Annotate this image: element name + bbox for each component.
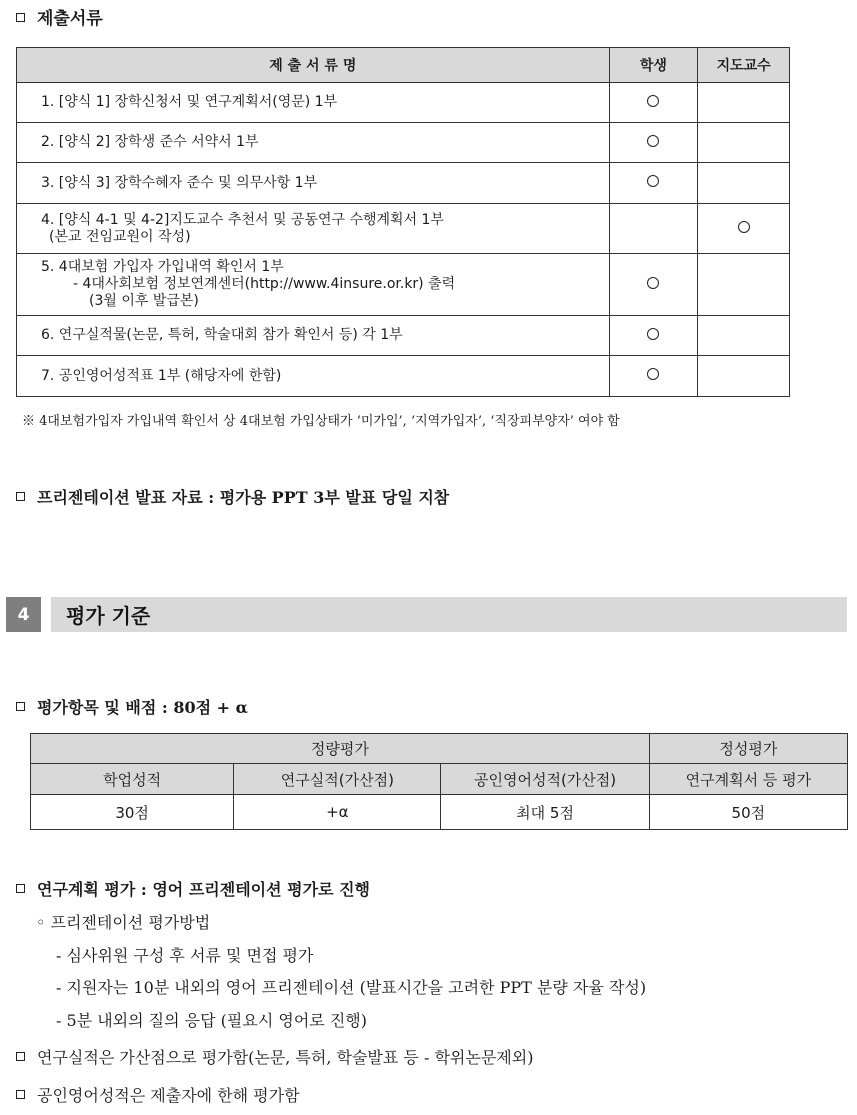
checkbox-bullet-icon bbox=[16, 492, 25, 501]
sub-header: 공인영어성적(가산점) bbox=[441, 764, 649, 795]
document-line: 5. 4대보험 가입자 가입내역 확인서 1부 bbox=[41, 259, 284, 275]
table-row bbox=[31, 764, 848, 795]
section-title: 평가 기준 bbox=[66, 604, 151, 628]
student-cell bbox=[609, 204, 698, 254]
circle-mark-icon bbox=[647, 95, 659, 107]
advisor-cell bbox=[698, 254, 790, 316]
submission-heading bbox=[16, 4, 103, 29]
advisor-cell bbox=[698, 356, 790, 397]
circle-mark-icon bbox=[647, 135, 659, 147]
document-name bbox=[17, 204, 610, 254]
advisor-cell bbox=[698, 204, 790, 254]
score-cell: 최대 5점 bbox=[441, 795, 649, 830]
advisor-cell bbox=[698, 163, 790, 204]
circle-mark-icon bbox=[647, 277, 659, 289]
advisor-cell bbox=[698, 83, 790, 123]
document-line: 3. [양식 3] 장학수혜자 준수 및 의무사항 1부 bbox=[41, 174, 318, 191]
table-row bbox=[31, 795, 848, 830]
research-plan-heading-text: 연구계획 평가 : 영어 프리젠테이션 평가로 진행 bbox=[37, 880, 370, 899]
document-line: - 4대사회보험 정보연계센터(http://www.4insure.or.kr) 출력 bbox=[73, 276, 456, 292]
evaluation-table bbox=[30, 733, 848, 830]
advisor-cell bbox=[698, 316, 790, 356]
student-cell bbox=[609, 356, 698, 397]
document-line: 2. [양식 2] 장학생 준수 서약서 1부 bbox=[41, 134, 259, 150]
table-row bbox=[17, 204, 790, 254]
document-name bbox=[17, 356, 610, 397]
score-cell: 30점 bbox=[31, 795, 234, 830]
student-cell bbox=[609, 316, 698, 356]
english-score-note bbox=[16, 1083, 300, 1106]
table-row bbox=[31, 734, 848, 764]
header-student: 학생 bbox=[609, 48, 698, 83]
table-row bbox=[17, 123, 790, 163]
document-name bbox=[17, 254, 610, 316]
checkbox-bullet-icon bbox=[16, 13, 25, 22]
circle-mark-icon bbox=[647, 328, 659, 340]
qualitative-group-header: 정성평가 bbox=[649, 734, 847, 764]
footer-line-text: 공인영어성적은 제출자에 한해 평가함 bbox=[37, 1086, 300, 1105]
document-line: 7. 공인영어성적표 1부 (해당자에 한함) bbox=[41, 367, 282, 384]
circle-mark-icon bbox=[647, 368, 659, 380]
table-row bbox=[17, 356, 790, 397]
student-cell bbox=[609, 83, 698, 123]
presentation-method-subheading: ◦ 프리젠테이션 평가방법 bbox=[36, 913, 211, 932]
submission-heading-text: 제출서류 bbox=[37, 9, 103, 29]
sub-header: 연구계획서 등 평가 bbox=[649, 764, 847, 795]
checkbox-bullet-icon bbox=[16, 1090, 25, 1099]
section-number: 4 bbox=[6, 597, 41, 632]
section-title-bar bbox=[51, 597, 847, 632]
table-row bbox=[17, 163, 790, 204]
header-document-name: 제 출 서 류 명 bbox=[17, 48, 610, 83]
evaluation-heading-text: 평가항목 및 배점 : 80점 + α bbox=[37, 698, 248, 717]
document-line: 6. 연구실적물(논문, 특허, 학술대회 참가 확인서 등) 각 1부 bbox=[41, 327, 403, 343]
document-line: 4. [양식 4-1 및 4-2]지도교수 추천서 및 공동연구 수행계획서 1부 bbox=[41, 211, 444, 228]
document-name bbox=[17, 123, 610, 163]
quantitative-group-header: 정량평가 bbox=[31, 734, 650, 764]
sub-header: 학업성적 bbox=[31, 764, 234, 795]
table-row bbox=[17, 83, 790, 123]
student-cell bbox=[609, 163, 698, 204]
checkbox-bullet-icon bbox=[16, 884, 25, 893]
advisor-cell bbox=[698, 123, 790, 163]
research-performance-note bbox=[16, 1045, 533, 1068]
document-name bbox=[17, 316, 610, 356]
checkbox-bullet-icon bbox=[16, 702, 25, 711]
checkbox-bullet-icon bbox=[16, 1052, 25, 1061]
presentation-line-text: 프리젠테이션 발표 자료 : 평가용 PPT 3부 발표 당일 지참 bbox=[37, 488, 450, 507]
circle-mark-icon bbox=[738, 221, 750, 233]
circle-mark-icon bbox=[647, 175, 659, 187]
method-item: - 5분 내외의 질의 응답 (필요시 영어로 진행) bbox=[56, 1011, 367, 1030]
sub-header: 연구실적(가산점) bbox=[234, 764, 441, 795]
document-name bbox=[17, 163, 610, 204]
table-row bbox=[17, 254, 790, 316]
method-item: - 지원자는 10분 내외의 영어 프리젠테이션 (발표시간을 고려한 PPT 분량 자율 작성) bbox=[56, 978, 647, 997]
presentation-line bbox=[16, 485, 449, 508]
document-line: (3월 이후 발급본) bbox=[89, 293, 199, 309]
score-cell: +α bbox=[234, 795, 441, 830]
footer-line-text: 연구실적은 가산점으로 평가함(논문, 특허, 학술발표 등 - 학위논문제외) bbox=[37, 1048, 534, 1067]
student-cell bbox=[609, 254, 698, 316]
document-line: (본교 전임교원이 작성) bbox=[49, 228, 191, 245]
research-plan-heading bbox=[16, 877, 370, 900]
document-line: 1. [양식 1] 장학신청서 및 연구계획서(영문) 1부 bbox=[41, 94, 338, 110]
table-row bbox=[17, 316, 790, 356]
insurance-note: ※ 4대보험가입자 가입내역 확인서 상 4대보험 가입상태가 ‘미가입’, ‘지역가입자’, ‘직장피부양자’ 여야 함 bbox=[22, 414, 620, 429]
method-item: - 심사위원 구성 후 서류 및 면접 평가 bbox=[56, 946, 314, 965]
score-cell: 50점 bbox=[649, 795, 847, 830]
student-cell bbox=[609, 123, 698, 163]
evaluation-heading bbox=[16, 695, 248, 718]
document-name bbox=[17, 83, 610, 123]
header-advisor: 지도교수 bbox=[698, 48, 790, 83]
submission-documents-table bbox=[16, 47, 790, 397]
